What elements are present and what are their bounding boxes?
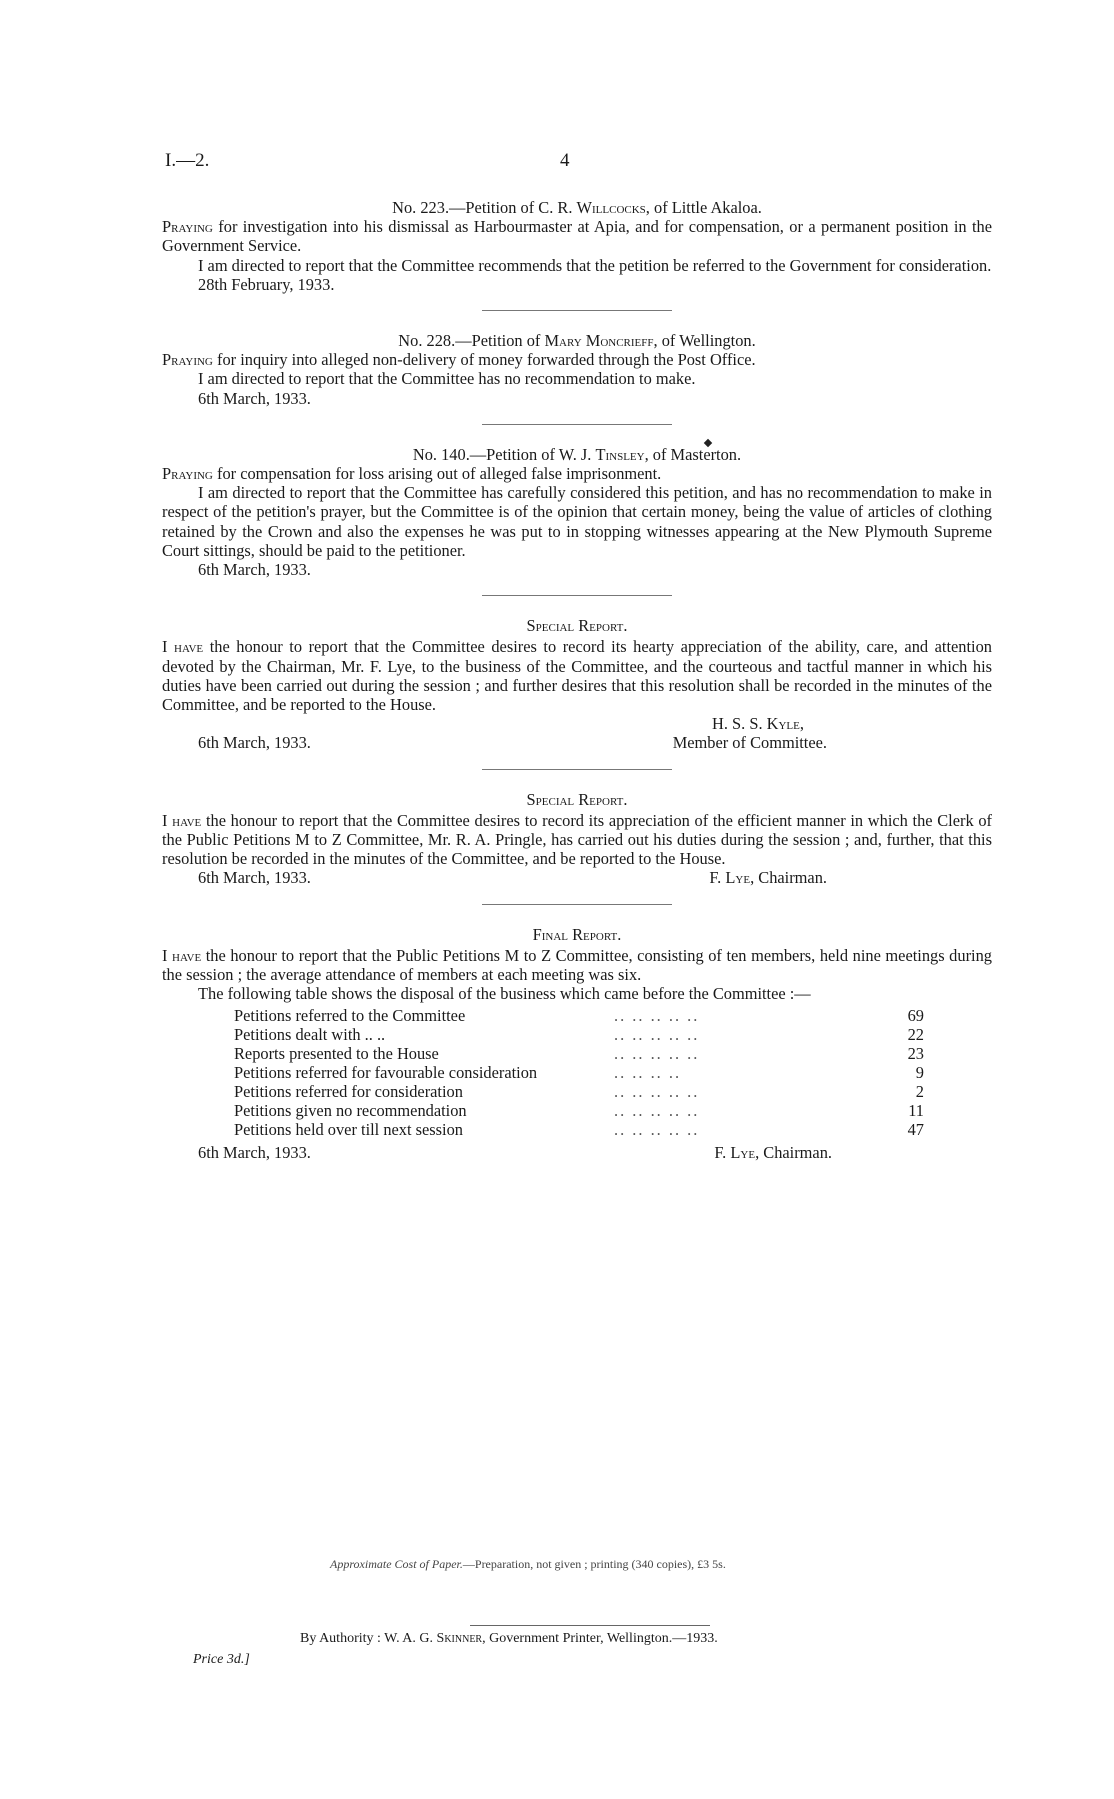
table-row: Reports presented to the House .. .. .. .. .. 23 [234,1043,924,1063]
petitioner-name: Willcocks [576,198,646,217]
petition-heading: No. 223.—Petition of C. R. Willcocks, of Little Akaloa. [392,198,762,217]
petition-report: I am directed to report that the Committee has no recommendation to make. [198,369,696,389]
report-date: 6th March, 1933. [198,868,311,888]
petition-section [162,445,992,579]
petition-prayer: Praying for compensation for loss arising out of alleged false imprisonment. [162,464,662,484]
petition-section [162,198,992,294]
section-divider [482,424,672,425]
signature-name: H. S. S. Kyle, [712,714,804,734]
petitioner-name: Tinsley [595,444,645,464]
disposal-table [234,1006,924,1139]
petitioner-name: Mary Moncrieff [544,331,654,351]
chairman-signature: F. Lye, Chairman. [714,1142,832,1162]
special-report-section [162,790,992,888]
petition-heading: No. 140.—Petition of W. J. Tinsley, of Masterton. [412,444,742,464]
final-report-heading: Final Report. [532,924,622,944]
report-date: 6th March, 1933. [198,1142,311,1162]
table-row: Petitions given no recommendation .. .. .. .. .. 11 [234,1100,924,1120]
table-row: Petitions referred for favourable consideration .. .. .. .. 9 [234,1062,924,1082]
page-content [162,198,992,1162]
footer-divider [470,1625,710,1626]
section-divider [482,904,672,905]
special-report-text: I have the honour to report that the Committee desires to record its appreciation of the efficient manner in which the Clerk of the Public Petitions M to Z Committee, Mr. R. A. Pringle, has carried out his duties during the session ; and, further, that this resolution be recorded in the minutes of the Committee, and be reported to the House. [162,810,992,869]
table-row: Petitions referred for consideration .. .. .. .. .. 2 [234,1081,924,1101]
special-report-text: I have the honour to report that the Committee desires to record its hearty appreciation of the ability, care, and attention devoted by the Chairman, Mr. F. Lye, to the business of the Committee, and the courteous and tactful manner in which his duties have been carried out during the session ; and further desires that this resolution shall be recorded in the minutes of the Committee, and be reported to the House. [162,637,992,715]
table-intro: The following table shows the disposal of the business which came before the Committee :— [198,984,811,1004]
petition-report: I am directed to report that the Committee recommends that the petition be referred to the Government for consideration. [198,255,992,275]
petition-prayer: Praying for inquiry into alleged non-delivery of money forwarded through the Post Office. [162,350,756,370]
price-note: Price 3d.] [193,1652,250,1667]
petition-date: 6th March, 1933. [198,388,311,408]
final-report-section [162,925,992,1162]
printer-authority: By Authority : W. A. G. Skinner, Government Printer, Wellington.—1933. [300,1631,718,1646]
petition-date: 6th March, 1933. [198,560,311,580]
petition-prayer: Praying for investigation into his dismissal as Harbourmaster at Apia, and for compensation, or a permanent position in the Government Service. [162,217,992,256]
date-signature-row [162,868,992,887]
section-divider [482,310,672,311]
cost-note: Approximate Cost of Paper.—Preparation, not given ; printing (340 copies), £3 5s. [330,1557,726,1571]
table-row: Petitions held over till next session .. .. .. .. .. 47 [234,1119,924,1139]
report-date: 6th March, 1933. [198,733,311,753]
signature-role: Member of Committee. [672,733,827,753]
page-number: 4 [560,150,570,171]
table-row: Petitions referred to the Committee .. .. .. .. .. 69 [234,1005,924,1025]
section-divider [482,769,672,770]
special-report-heading: Special Report. [526,789,628,809]
special-report-section [162,616,992,752]
date-signature-row [162,1143,992,1162]
special-report-heading: Special Report. [526,616,628,636]
date-signature-row [162,733,992,752]
petition-section [162,331,992,408]
table-row: Petitions dealt with .. .. .. .. .. .. .. 22 [234,1024,924,1044]
chairman-signature: F. Lye, Chairman. [709,868,827,888]
document-reference: I.—2. [165,150,210,171]
petition-heading: No. 228.—Petition of Mary Moncrieff, of Wellington. [398,331,756,351]
final-report-text: I have the honour to report that the Public Petitions M to Z Committee, consisting of ten members, held nine meetings during the session ; the average attendance of members at each meeting was six. [162,945,992,985]
section-divider [482,595,672,596]
petition-report: I am directed to report that the Committee has carefully considered this petition, and has no recommendation to make in respect of the petition's prayer, but the Committee is of the opinion that certain money, being the value of articles of clothing retained by the Crown and also the expenses he was put to in stopping witnesses appearing at the New Plymouth Supreme Court sittings, should be paid to the petitioner. [162,483,992,560]
petition-date: 28th February, 1933. [198,274,335,294]
